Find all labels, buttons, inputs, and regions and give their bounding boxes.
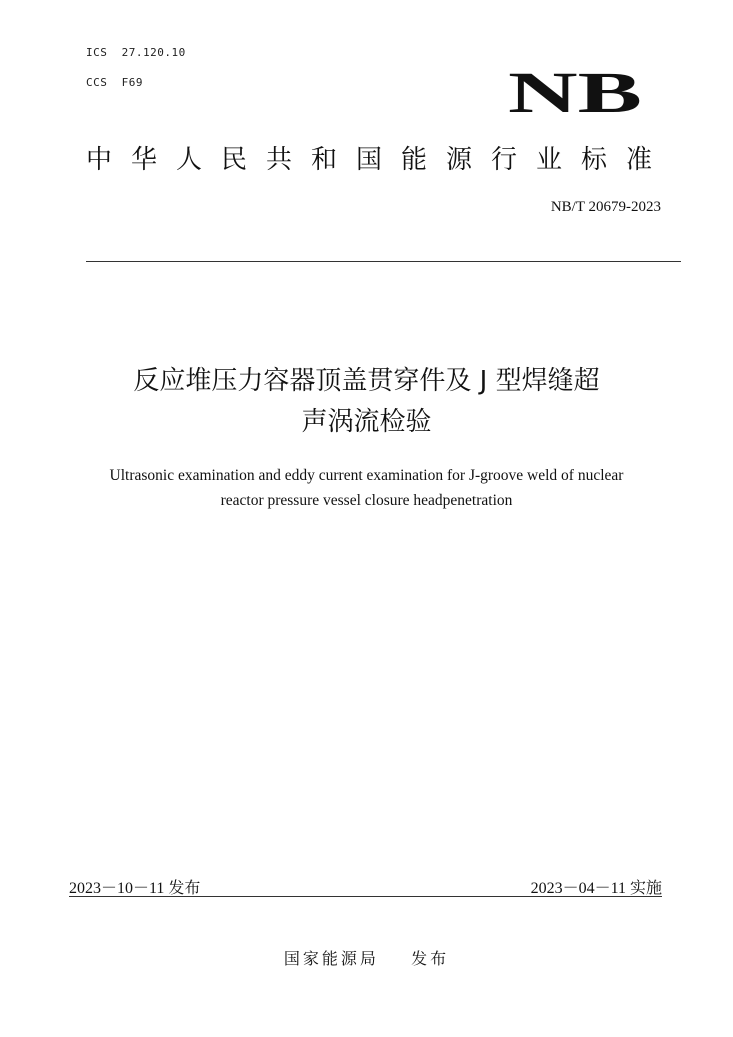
footer-divider	[69, 896, 662, 897]
ccs-code: CCS F69	[86, 76, 143, 89]
ics-code: ICS 27.120.10	[86, 46, 186, 59]
header-divider	[86, 261, 681, 262]
title-english-line-1: Ultrasonic examination and eddy current examination for J-groove weld of nuclear	[109, 467, 624, 484]
standard-number: NB/T 20679-2023	[550, 199, 661, 215]
nb-logo-text: NB	[508, 64, 642, 124]
title-chinese-line-1: 反应堆压力容器顶盖贯穿件及 J 型焊缝超	[133, 366, 600, 396]
implementation-date: 2023－04－11 实施	[530, 880, 662, 897]
issue-date: 2023－10－11 发布	[69, 880, 201, 897]
title-english-line-2: reactor pressure vessel closure headpenetration	[220, 492, 513, 509]
nb-logo	[505, 64, 645, 124]
issuer-line: 国家能源局 发布	[283, 949, 450, 968]
issuing-authority-heading: 中华人民共和国能源行业标准	[86, 145, 672, 175]
title-chinese-line-2: 声涡流检验	[301, 407, 432, 437]
